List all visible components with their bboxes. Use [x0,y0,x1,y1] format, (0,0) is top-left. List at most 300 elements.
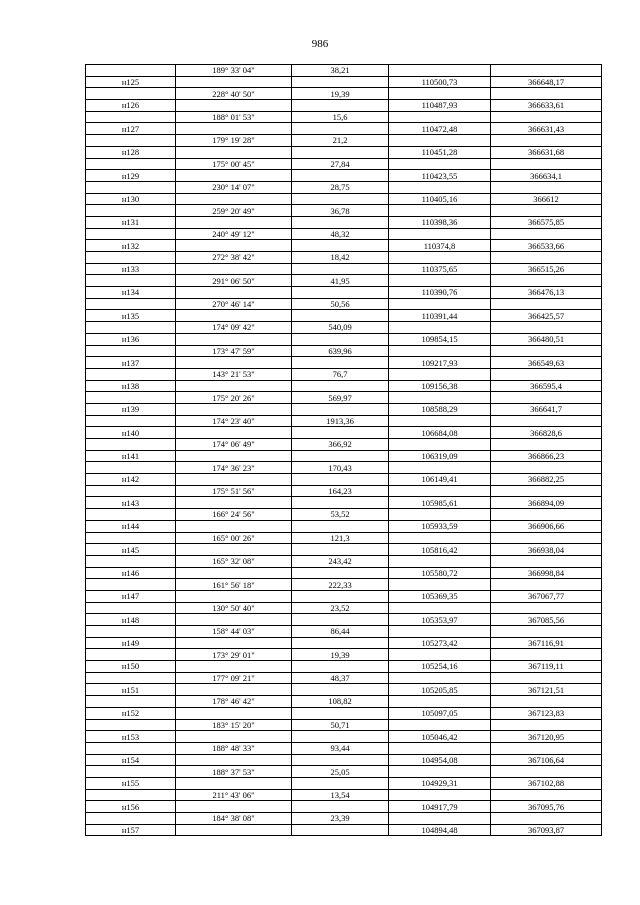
point-cell [86,392,176,404]
y-coordinate-cell [491,392,602,404]
angle-cell [176,427,292,439]
distance-cell [292,637,389,649]
point-cell: н135 [86,310,176,322]
point-cell [86,555,176,567]
angle-cell: 291° 06' 50" [176,275,292,287]
table-row [86,813,602,825]
table-row [86,626,602,638]
point-cell [86,275,176,287]
angle-cell [176,357,292,369]
distance-cell: 48,32 [292,228,389,240]
point-cell: н137 [86,357,176,369]
angle-cell [176,403,292,415]
distance-cell: 540,09 [292,322,389,334]
x-coordinate-cell [389,228,491,240]
point-cell [86,111,176,123]
point-cell: н145 [86,544,176,556]
y-coordinate-cell: 367121,51 [491,684,602,696]
x-coordinate-cell [389,813,491,825]
table-row [86,216,602,228]
angle-cell: 165° 00' 26" [176,532,292,544]
angle-cell: 183° 15' 20" [176,719,292,731]
point-cell: н152 [86,707,176,719]
point-cell [86,696,176,708]
table-row [86,719,602,731]
table-row [86,170,602,182]
angle-cell: 130° 50' 40" [176,602,292,614]
table-row [86,485,602,497]
point-cell [86,719,176,731]
y-coordinate-cell: 367119,11 [491,661,602,673]
point-cell [86,742,176,754]
angle-cell [176,333,292,345]
distance-cell [292,450,389,462]
angle-cell [176,614,292,626]
y-coordinate-cell: 366515,26 [491,263,602,275]
point-cell [86,205,176,217]
angle-cell [176,824,292,836]
table-row [86,590,602,602]
angle-cell: 228° 40' 50" [176,88,292,100]
point-cell [86,65,176,77]
distance-cell [292,100,389,112]
y-coordinate-cell [491,766,602,778]
distance-cell [292,76,389,88]
distance-cell: 18,42 [292,252,389,264]
distance-cell: 243,42 [292,555,389,567]
point-cell: н125 [86,76,176,88]
y-coordinate-cell: 366633,61 [491,100,602,112]
angle-cell: 259° 20' 49" [176,205,292,217]
x-coordinate-cell [389,649,491,661]
point-cell: н131 [86,216,176,228]
distance-cell [292,146,389,158]
y-coordinate-cell: 366866,23 [491,450,602,462]
table-row [86,65,602,77]
x-coordinate-cell [389,368,491,380]
y-coordinate-cell: 367120,95 [491,731,602,743]
x-coordinate-cell [389,509,491,521]
point-cell [86,368,176,380]
x-coordinate-cell [389,626,491,638]
distance-cell: 50,56 [292,298,389,310]
point-cell: н128 [86,146,176,158]
table-row [86,707,602,719]
angle-cell: 174° 23' 40" [176,415,292,427]
y-coordinate-cell [491,368,602,380]
point-cell [86,649,176,661]
y-coordinate-cell: 366906,66 [491,520,602,532]
x-coordinate-cell [389,462,491,474]
x-coordinate-cell [389,88,491,100]
y-coordinate-cell [491,88,602,100]
x-coordinate-cell [389,252,491,264]
table-row [86,427,602,439]
point-cell: н157 [86,824,176,836]
distance-cell [292,193,389,205]
distance-cell [292,801,389,813]
distance-cell: 23,52 [292,602,389,614]
angle-cell [176,170,292,182]
x-coordinate-cell: 105046,42 [389,731,491,743]
x-coordinate-cell: 104954,08 [389,754,491,766]
point-cell [86,439,176,451]
table-row [86,158,602,170]
x-coordinate-cell: 105933,59 [389,520,491,532]
table-row [86,76,602,88]
x-coordinate-cell [389,672,491,684]
distance-cell [292,287,389,299]
distance-cell: 23,39 [292,813,389,825]
angle-cell [176,146,292,158]
y-coordinate-cell: 366641,7 [491,403,602,415]
y-coordinate-cell [491,555,602,567]
table-row [86,661,602,673]
distance-cell [292,754,389,766]
point-cell: н144 [86,520,176,532]
angle-cell: 177° 09' 21" [176,672,292,684]
x-coordinate-cell [389,345,491,357]
y-coordinate-cell: 366634,1 [491,170,602,182]
point-cell: н138 [86,380,176,392]
angle-cell [176,263,292,275]
table-row [86,146,602,158]
angle-cell [176,474,292,486]
distance-cell: 170,43 [292,462,389,474]
distance-cell: 569,97 [292,392,389,404]
angle-cell [176,240,292,252]
table-row [86,520,602,532]
y-coordinate-cell [491,602,602,614]
y-coordinate-cell: 366476,13 [491,287,602,299]
x-coordinate-cell: 105273,42 [389,637,491,649]
angle-cell [176,544,292,556]
table-row [86,614,602,626]
y-coordinate-cell: 366480,51 [491,333,602,345]
x-coordinate-cell: 110390,76 [389,287,491,299]
table-row [86,403,602,415]
y-coordinate-cell: 367093,87 [491,824,602,836]
distance-cell: 164,23 [292,485,389,497]
distance-cell: 15,6 [292,111,389,123]
y-coordinate-cell [491,719,602,731]
distance-cell [292,380,389,392]
point-cell: н133 [86,263,176,275]
angle-cell [176,216,292,228]
y-coordinate-cell: 367106,64 [491,754,602,766]
x-coordinate-cell: 105353,97 [389,614,491,626]
point-cell: н148 [86,614,176,626]
x-coordinate-cell: 106149,41 [389,474,491,486]
angle-cell [176,567,292,579]
angle-cell: 188° 01' 53" [176,111,292,123]
x-coordinate-cell [389,719,491,731]
point-cell [86,298,176,310]
distance-cell: 25,05 [292,766,389,778]
y-coordinate-cell [491,275,602,287]
table-row [86,333,602,345]
y-coordinate-cell: 366612 [491,193,602,205]
distance-cell: 222,33 [292,579,389,591]
y-coordinate-cell [491,813,602,825]
angle-cell [176,100,292,112]
point-cell [86,789,176,801]
distance-cell [292,170,389,182]
table-row [86,287,602,299]
x-coordinate-cell: 109854,15 [389,333,491,345]
y-coordinate-cell: 366549,63 [491,357,602,369]
distance-cell: 639,96 [292,345,389,357]
table-row [86,205,602,217]
table-row [86,497,602,509]
table-row [86,111,602,123]
distance-cell [292,544,389,556]
distance-cell: 19,39 [292,88,389,100]
distance-cell: 13,54 [292,789,389,801]
y-coordinate-cell [491,345,602,357]
x-coordinate-cell: 105369,35 [389,590,491,602]
distance-cell [292,567,389,579]
table-row [86,824,602,836]
angle-cell [176,76,292,88]
point-cell: н127 [86,123,176,135]
point-cell: н151 [86,684,176,696]
table-row [86,637,602,649]
point-cell: н132 [86,240,176,252]
distance-cell: 48,37 [292,672,389,684]
angle-cell [176,497,292,509]
point-cell [86,602,176,614]
y-coordinate-cell: 366938,04 [491,544,602,556]
distance-cell [292,427,389,439]
x-coordinate-cell [389,205,491,217]
x-coordinate-cell: 105097,05 [389,707,491,719]
distance-cell [292,474,389,486]
distance-cell: 41,95 [292,275,389,287]
point-cell [86,322,176,334]
point-cell: н134 [86,287,176,299]
x-coordinate-cell [389,789,491,801]
y-coordinate-cell: 366425,57 [491,310,602,322]
angle-cell [176,450,292,462]
x-coordinate-cell: 104894,48 [389,824,491,836]
point-cell [86,252,176,264]
angle-cell: 188° 48' 33" [176,742,292,754]
table-row [86,684,602,696]
y-coordinate-cell [491,672,602,684]
x-coordinate-cell: 106319,09 [389,450,491,462]
point-cell [86,813,176,825]
table-row [86,696,602,708]
y-coordinate-cell: 366648,17 [491,76,602,88]
x-coordinate-cell [389,392,491,404]
distance-cell [292,357,389,369]
distance-cell [292,731,389,743]
angle-cell: 158° 44' 03" [176,626,292,638]
table-row [86,532,602,544]
point-cell [86,158,176,170]
y-coordinate-cell: 366631,68 [491,146,602,158]
table-row [86,310,602,322]
angle-cell [176,193,292,205]
point-cell [86,88,176,100]
distance-cell [292,590,389,602]
point-cell [86,626,176,638]
y-coordinate-cell [491,322,602,334]
x-coordinate-cell: 110487,93 [389,100,491,112]
distance-cell: 21,2 [292,135,389,147]
x-coordinate-cell: 104917,79 [389,801,491,813]
x-coordinate-cell: 109217,93 [389,357,491,369]
point-cell [86,415,176,427]
table-row [86,567,602,579]
table-row [86,555,602,567]
y-coordinate-cell: 366575,85 [491,216,602,228]
point-cell: н143 [86,497,176,509]
angle-cell: 166° 24' 56" [176,509,292,521]
table-row [86,579,602,591]
y-coordinate-cell [491,181,602,193]
x-coordinate-cell: 105985,61 [389,497,491,509]
point-cell: н126 [86,100,176,112]
table-row [86,123,602,135]
x-coordinate-cell [389,111,491,123]
point-cell: н141 [86,450,176,462]
distance-cell [292,777,389,789]
table-row [86,731,602,743]
angle-cell: 174° 06' 49" [176,439,292,451]
table-row [86,368,602,380]
angle-cell: 184° 38' 08" [176,813,292,825]
y-coordinate-cell: 367095,76 [491,801,602,813]
x-coordinate-cell [389,322,491,334]
angle-cell [176,754,292,766]
angle-cell: 211° 43' 06" [176,789,292,801]
y-coordinate-cell [491,485,602,497]
y-coordinate-cell: 366998,84 [491,567,602,579]
angle-cell: 178° 46' 42" [176,696,292,708]
angle-cell: 174° 09' 42" [176,322,292,334]
y-coordinate-cell [491,532,602,544]
distance-cell [292,333,389,345]
point-cell [86,509,176,521]
angle-cell: 179° 19' 28" [176,135,292,147]
distance-cell: 28,75 [292,181,389,193]
angle-cell [176,123,292,135]
distance-cell: 53,52 [292,509,389,521]
angle-cell [176,731,292,743]
table-row [86,754,602,766]
point-cell: н139 [86,403,176,415]
distance-cell [292,310,389,322]
table-row [86,509,602,521]
distance-cell: 27,84 [292,158,389,170]
y-coordinate-cell [491,789,602,801]
y-coordinate-cell [491,462,602,474]
x-coordinate-cell [389,158,491,170]
table-row [86,474,602,486]
y-coordinate-cell: 367067,77 [491,590,602,602]
angle-cell: 175° 00' 45" [176,158,292,170]
y-coordinate-cell: 366595,4 [491,380,602,392]
y-coordinate-cell: 366631,43 [491,123,602,135]
table-row [86,415,602,427]
x-coordinate-cell [389,766,491,778]
y-coordinate-cell [491,228,602,240]
point-cell: н130 [86,193,176,205]
point-cell [86,579,176,591]
x-coordinate-cell: 105580,72 [389,567,491,579]
y-coordinate-cell [491,439,602,451]
point-cell [86,485,176,497]
x-coordinate-cell: 110451,28 [389,146,491,158]
table-row [86,462,602,474]
point-cell [86,532,176,544]
angle-cell: 174° 36' 23" [176,462,292,474]
x-coordinate-cell [389,602,491,614]
x-coordinate-cell [389,415,491,427]
distance-cell: 76,7 [292,368,389,380]
table-row [86,263,602,275]
table-row [86,181,602,193]
x-coordinate-cell [389,532,491,544]
angle-cell: 143° 21' 53" [176,368,292,380]
y-coordinate-cell [491,509,602,521]
distance-cell: 38,21 [292,65,389,77]
table-row [86,649,602,661]
table-row [86,392,602,404]
y-coordinate-cell [491,111,602,123]
table-row [86,252,602,264]
x-coordinate-cell [389,485,491,497]
distance-cell [292,263,389,275]
distance-cell [292,614,389,626]
point-cell: н136 [86,333,176,345]
distance-cell [292,240,389,252]
distance-cell [292,824,389,836]
distance-cell [292,216,389,228]
angle-cell: 230° 14' 07" [176,181,292,193]
y-coordinate-cell [491,135,602,147]
angle-cell [176,380,292,392]
y-coordinate-cell [491,579,602,591]
table-row [86,357,602,369]
y-coordinate-cell: 367116,91 [491,637,602,649]
x-coordinate-cell: 110500,73 [389,76,491,88]
table-row [86,801,602,813]
table-row [86,135,602,147]
table-row [86,777,602,789]
x-coordinate-cell: 105254,16 [389,661,491,673]
table-row [86,766,602,778]
x-coordinate-cell: 108588,29 [389,403,491,415]
table-row [86,345,602,357]
coordinates-table [85,64,602,836]
table-row [86,193,602,205]
y-coordinate-cell: 367102,88 [491,777,602,789]
angle-cell: 173° 47' 59" [176,345,292,357]
distance-cell [292,497,389,509]
angle-cell: 161° 56' 18" [176,579,292,591]
x-coordinate-cell [389,275,491,287]
table-row [86,88,602,100]
angle-cell: 173° 29' 01" [176,649,292,661]
distance-cell: 19,39 [292,649,389,661]
x-coordinate-cell: 105205,85 [389,684,491,696]
y-coordinate-cell: 367085,56 [491,614,602,626]
point-cell: н150 [86,661,176,673]
distance-cell: 50,71 [292,719,389,731]
